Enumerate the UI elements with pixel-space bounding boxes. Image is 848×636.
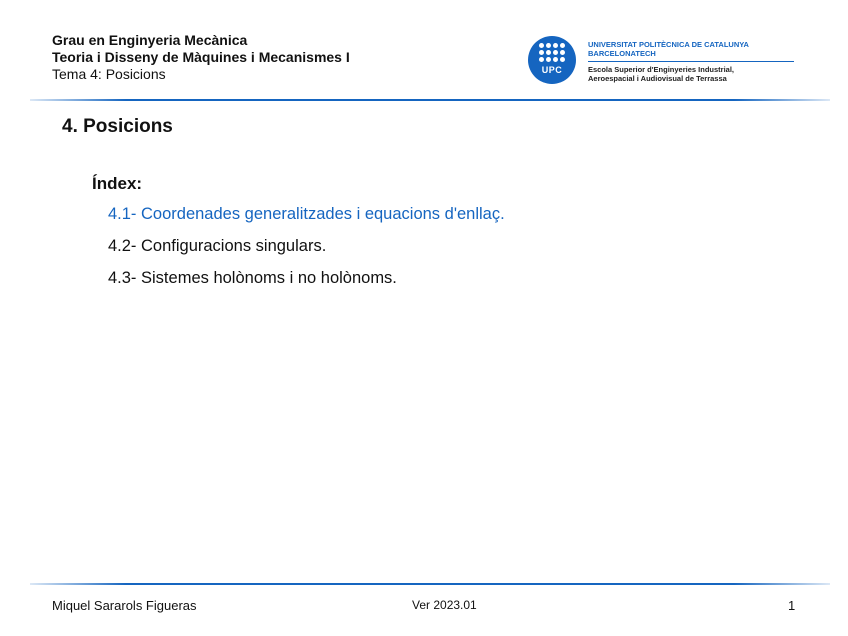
footer-version: Ver 2023.01 [412, 598, 477, 612]
school-name-line2: Aeroespacial i Audiovisual de Terrassa [588, 74, 727, 83]
course-name: Teoria i Disseny de Màquines i Mecanismes I [52, 49, 350, 65]
index-heading: Índex: [92, 174, 143, 193]
school-name-line1: Escola Superior d'Enginyeries Industrial, [588, 65, 734, 74]
upc-badge-label: UPC [541, 65, 563, 75]
university-name: UNIVERSITAT POLITÈCNICA DE CATALUNYA [588, 40, 749, 49]
logo-text [588, 40, 800, 83]
degree-name: Grau en Enginyeria Mecànica [52, 32, 248, 48]
header-divider [30, 99, 830, 101]
index-item-4-2[interactable]: 4.2- Configuracions singulars. [108, 237, 327, 255]
logo-divider [588, 61, 794, 62]
course-header [52, 32, 472, 83]
index-item-4-1[interactable]: 4.1- Coordenades generalitzades i equacions d'enllaç. [108, 205, 505, 223]
index-item-4-3[interactable]: 4.3- Sistemes holònoms i no holònoms. [108, 269, 397, 287]
index-list [108, 205, 505, 301]
footer-divider [30, 583, 830, 585]
university-tagline: BARCELONATECH [588, 49, 656, 58]
page-number: 1 [788, 598, 796, 613]
dots-grid-icon [539, 43, 565, 63]
slide-title: 4. Posicions [62, 116, 173, 137]
topic-name: Tema 4: Posicions [52, 66, 166, 82]
upc-badge-icon [528, 36, 576, 84]
upc-logo [528, 36, 798, 92]
footer-author: Miquel Sararols Figueras [52, 598, 197, 613]
